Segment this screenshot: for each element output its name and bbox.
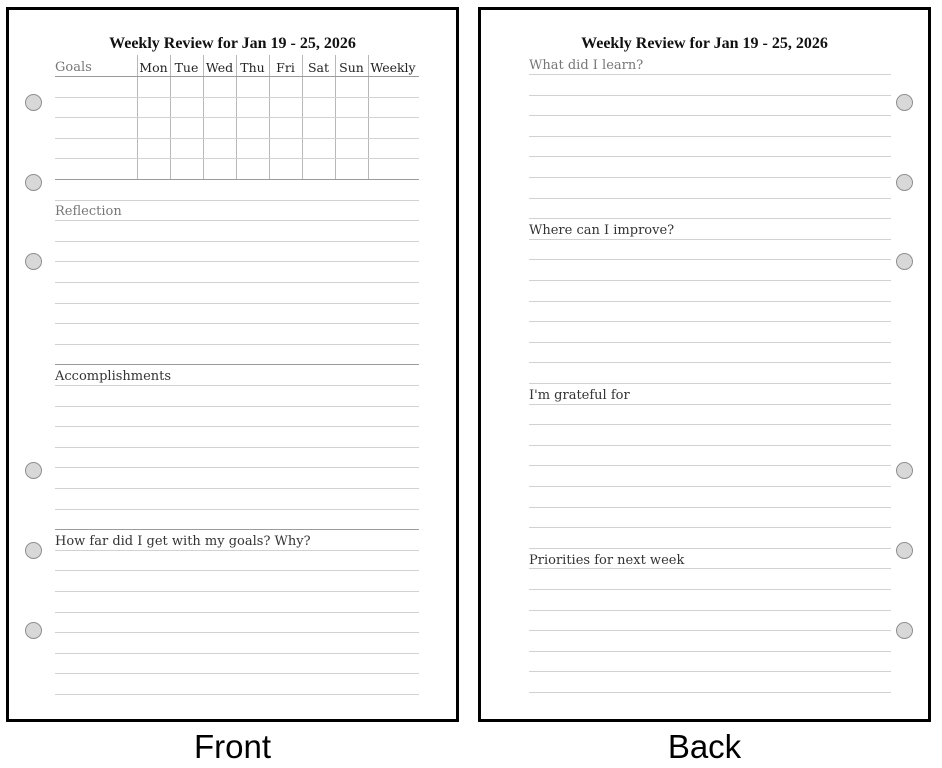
ruled-line [55,158,419,159]
ruled-line [529,198,891,199]
section-accomplishments: Accomplishments [55,369,172,384]
ruled-line [55,364,419,365]
ruled-line [55,488,419,489]
ruled-line [55,612,419,613]
binder-hole [896,622,913,639]
binder-hole [896,462,913,479]
binder-hole [25,94,42,111]
front-caption: Front [193,728,272,765]
ruled-line [55,323,419,324]
ruled-line [55,200,419,201]
ruled-line [529,465,891,466]
ruled-line [529,239,891,240]
binder-hole [25,462,42,479]
day-header: Wed [205,60,234,75]
ruled-line [529,404,891,405]
ruled-line [55,138,419,139]
ruled-line [529,218,891,219]
ruled-line [55,97,419,98]
binder-hole [896,253,913,270]
ruled-line [529,692,891,693]
ruled-line [55,282,419,283]
day-header: Weekly [370,60,416,75]
ruled-line [55,447,419,448]
section-priorities: Priorities for next week [529,553,685,568]
ruled-line [529,177,891,178]
ruled-line [55,426,419,427]
section-goal-progress: How far did I get with my goals? Why? [55,534,311,549]
ruled-line [55,76,419,77]
ruled-line [529,527,891,528]
day-header: Sat [307,60,330,75]
ruled-line [55,632,419,633]
ruled-line [55,303,419,304]
ruled-line [55,117,419,118]
ruled-line [529,362,891,363]
ruled-line [529,136,891,137]
day-header: Tue [174,60,199,75]
section-reflection: Reflection [55,204,122,219]
section-grateful: I'm grateful for [529,388,630,403]
ruled-line [55,385,419,386]
ruled-line [529,280,891,281]
ruled-line [529,651,891,652]
ruled-line [529,95,891,96]
back-title: Weekly Review for Jan 19 - 25, 2026 [581,35,828,52]
ruled-line [55,467,419,468]
goals-label: Goals [55,60,92,75]
ruled-line [55,591,419,592]
ruled-line [529,321,891,322]
binder-hole [896,94,913,111]
ruled-line [529,301,891,302]
ruled-line [55,241,419,242]
ruled-line [55,406,419,407]
front-page [6,7,459,722]
ruled-line [55,570,419,571]
back-caption: Back [667,728,742,765]
day-header: Thu [240,60,265,75]
section-what-learned: What did I learn? [529,58,644,73]
ruled-line [55,529,419,530]
ruled-line [529,507,891,508]
ruled-line [55,694,419,695]
day-header: Mon [139,60,168,75]
ruled-line [529,156,891,157]
binder-hole [25,542,42,559]
binder-hole [25,253,42,270]
ruled-line [55,179,419,180]
binder-hole [896,174,913,191]
ruled-line [529,568,891,569]
ruled-line [55,509,419,510]
ruled-line [55,673,419,674]
ruled-line [55,344,419,345]
front-title: Weekly Review for Jan 19 - 25, 2026 [109,35,356,52]
binder-hole [896,542,913,559]
day-header: Fri [276,60,295,75]
ruled-line [55,653,419,654]
back-page [478,7,931,722]
ruled-line [529,486,891,487]
ruled-line [529,589,891,590]
ruled-line [529,115,891,116]
ruled-line [529,445,891,446]
ruled-line [55,261,419,262]
binder-hole [25,622,42,639]
ruled-line [529,630,891,631]
ruled-line [529,74,891,75]
ruled-line [529,424,891,425]
section-where-improve: Where can I improve? [529,223,675,238]
day-header: Sun [339,60,364,75]
ruled-line [529,671,891,672]
ruled-line [55,550,419,551]
ruled-line [529,342,891,343]
ruled-line [529,383,891,384]
ruled-line [55,220,419,221]
ruled-line [529,548,891,549]
ruled-line [529,610,891,611]
binder-hole [25,174,42,191]
ruled-line [529,259,891,260]
